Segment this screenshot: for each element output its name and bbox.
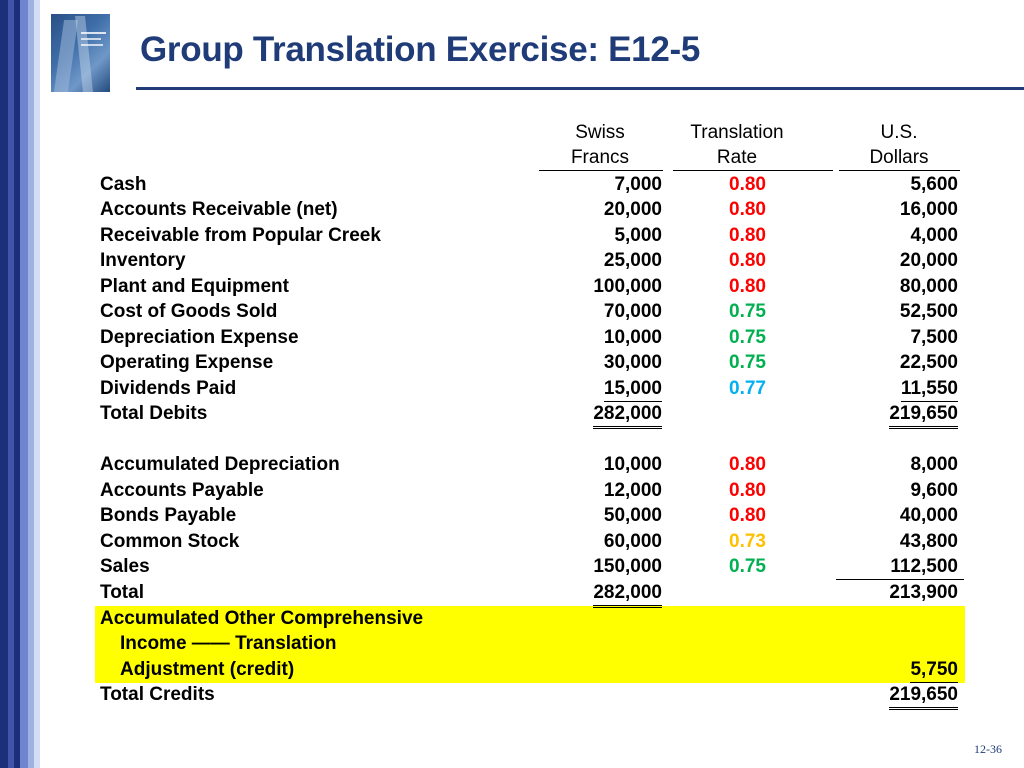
- slide-number: 12-36: [974, 742, 1002, 756]
- row-francs: 10,000: [603, 454, 662, 475]
- row-dollars: 22,500: [899, 352, 958, 373]
- header-row-1: [0, 121, 1024, 145]
- row-label: Sales: [100, 556, 150, 577]
- row-label: Cost of Goods Sold: [100, 301, 278, 322]
- row-francs: 20,000: [603, 199, 662, 220]
- table-row: [0, 326, 1024, 350]
- row-francs: 30,000: [603, 352, 662, 373]
- row-francs: 12,000: [603, 480, 662, 501]
- table-row: [0, 479, 1024, 503]
- header-dollars-line1: U.S.: [880, 122, 918, 143]
- row-rate: 0.80: [729, 199, 766, 220]
- row-francs: 15,000: [604, 377, 662, 402]
- row-dollars: 43,800: [899, 531, 958, 552]
- row-francs: 5,000: [614, 225, 662, 246]
- row-rate: 0.75: [729, 327, 766, 348]
- row-label: Cash: [100, 174, 147, 195]
- row-dollars: 5,600: [910, 174, 958, 195]
- table-row: [0, 249, 1024, 273]
- row-francs: 60,000: [603, 531, 662, 552]
- row-francs: 7,000: [614, 174, 662, 195]
- row-rate: 0.80: [729, 480, 766, 501]
- row-dollars: 52,500: [899, 301, 958, 322]
- row-dollars: 112,500: [890, 556, 958, 577]
- aoci-row-3: [0, 658, 1024, 682]
- total-debits-row: [0, 402, 1024, 426]
- row-dollars: 11,550: [901, 377, 958, 402]
- row-dollars: 4,000: [910, 225, 958, 246]
- header-rate-line1: Translation: [690, 122, 784, 143]
- row-francs: 10,000: [603, 327, 662, 348]
- table-row: [0, 453, 1024, 477]
- row-label: Common Stock: [100, 531, 240, 552]
- row-label: Accounts Payable: [100, 480, 264, 501]
- row-label: Accumulated Depreciation: [100, 454, 340, 475]
- table-row: [0, 275, 1024, 299]
- row-rate: 0.80: [729, 225, 766, 246]
- table-row: [0, 377, 1024, 401]
- table-row: [0, 351, 1024, 375]
- table-row: [0, 530, 1024, 554]
- row-label: Bonds Payable: [100, 505, 237, 526]
- header-underline-francs: [539, 170, 663, 171]
- row-label: Inventory: [100, 250, 186, 271]
- total-francs: 282,000: [593, 581, 662, 608]
- row-dollars: 7,500: [910, 327, 958, 348]
- row-francs: 150,000: [593, 556, 662, 577]
- row-label: Accounts Receivable (net): [100, 199, 338, 220]
- header-dollars-line2: Dollars: [869, 147, 929, 168]
- header-row-2: [0, 146, 1024, 170]
- table-row: [0, 173, 1024, 197]
- aoci-row-2: [0, 632, 1024, 656]
- row-dollars: 80,000: [899, 276, 958, 297]
- total-label: Total: [100, 582, 144, 603]
- table-row: [0, 198, 1024, 222]
- row-dollars: 40,000: [899, 505, 958, 526]
- aoci-row-1: [0, 607, 1024, 631]
- row-rate: 0.75: [729, 352, 766, 373]
- sales-underline: [836, 579, 964, 580]
- row-rate: 0.80: [729, 250, 766, 271]
- total-debits-label: Total Debits: [100, 403, 208, 424]
- total-dollars: 213,900: [889, 582, 958, 603]
- row-rate: 0.80: [729, 454, 766, 475]
- total-credits-dollars: 219,650: [889, 683, 958, 710]
- aoci-dollars: 5,750: [910, 658, 958, 683]
- book-cover-image: [51, 14, 110, 92]
- aoci-label-line2: Income —— Translation: [120, 633, 337, 654]
- row-rate: 0.73: [729, 531, 766, 552]
- row-dollars: 20,000: [899, 250, 958, 271]
- table-row: [0, 504, 1024, 528]
- total-row: [0, 581, 1024, 605]
- row-dollars: 8,000: [910, 454, 958, 475]
- row-dollars: 16,000: [899, 199, 958, 220]
- header-rate-line2: Rate: [716, 147, 758, 168]
- row-francs: 25,000: [603, 250, 662, 271]
- row-francs: 50,000: [603, 505, 662, 526]
- header-underline-rate: [673, 170, 833, 171]
- row-rate: 0.75: [729, 556, 766, 577]
- table-row: [0, 300, 1024, 324]
- row-francs: 70,000: [603, 301, 662, 322]
- row-label: Dividends Paid: [100, 378, 237, 399]
- row-label: Depreciation Expense: [100, 327, 299, 348]
- total-credits-label: Total Credits: [100, 684, 215, 705]
- title-divider: [136, 87, 1024, 90]
- row-rate: 0.80: [729, 505, 766, 526]
- row-rate: 0.77: [729, 378, 766, 399]
- row-dollars: 9,600: [910, 480, 958, 501]
- row-rate: 0.75: [729, 301, 766, 322]
- row-label: Plant and Equipment: [100, 276, 289, 297]
- row-francs: 100,000: [593, 276, 662, 297]
- slide-title: Group Translation Exercise: E12-5: [140, 30, 701, 69]
- row-rate: 0.80: [729, 174, 766, 195]
- table-row: [0, 224, 1024, 248]
- aoci-label-line3: Adjustment (credit): [120, 659, 295, 680]
- header-underline-dollars: [839, 170, 960, 171]
- aoci-label-line1: Accumulated Other Comprehensive: [100, 608, 424, 629]
- table-row: [0, 555, 1024, 579]
- total-debits-dollars: 219,650: [889, 402, 958, 429]
- total-credits-row: [0, 683, 1024, 707]
- header-francs-line1: Swiss: [575, 122, 625, 143]
- row-rate: 0.80: [729, 276, 766, 297]
- header-francs-line2: Francs: [570, 147, 630, 168]
- total-debits-francs: 282,000: [593, 402, 662, 429]
- row-label: Operating Expense: [100, 352, 274, 373]
- row-label: Receivable from Popular Creek: [100, 225, 381, 246]
